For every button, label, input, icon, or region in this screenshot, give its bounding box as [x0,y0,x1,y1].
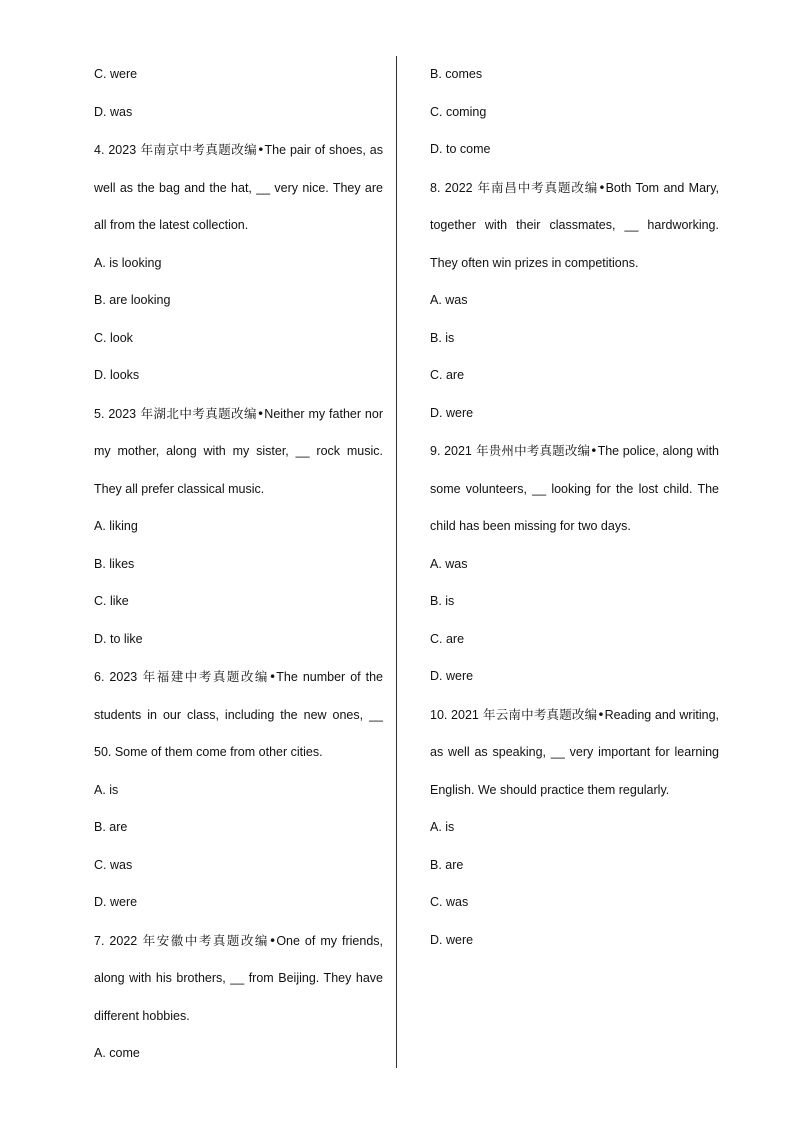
option-text: D. were [430,669,474,683]
option-text: D. were [94,895,138,909]
question-10 [430,696,719,810]
option-text: C. look [94,330,133,345]
option-text: A. is [430,820,455,834]
question-text: One of my friends, along with his brothers, __ from Beijing. They have different hobbies. [94,933,383,1023]
question-number: 8. 2022 [430,180,473,195]
question-text: The pair of shoes, as well as the bag and the hat, __ very nice. They are all from the latest collection. [94,143,383,232]
option-text: C. are [430,631,465,646]
question-source: 年南京中考真题改编• [140,142,265,157]
option-text: D. were [430,932,474,947]
option-text: A. liking [94,519,138,533]
question-6 [94,658,383,772]
question-source: 年湖北中考真题改编• [140,405,265,421]
question-number: 5. 2023 [94,406,137,421]
option-text: A. was [430,293,468,307]
left-column [94,56,383,1073]
option-text: B. are [94,820,128,834]
question-text: Neither my father nor my mother, along with my sister, __ rock music. They all prefer classical music. [94,406,383,496]
question-source: 年福建中考真题改编• [141,669,277,684]
question-source: 年安徽中考真题改编• [141,932,277,948]
option-text: C. was [94,857,133,872]
option-text: B. is [430,330,455,345]
option-text: B. is [430,594,455,608]
question-number: 9. 2021 [430,444,472,458]
option-text: B. comes [430,67,483,81]
option-text: C. coming [430,104,487,119]
option-text: D. looks [94,368,140,382]
question-source: 年云南中考真题改编• [482,706,605,722]
option-text: D. were [430,405,474,420]
option-text: A. come [94,1046,140,1060]
option-text: C. are [430,368,465,382]
option-text: B. are looking [94,293,171,307]
question-source: 年南昌中考真题改编• [476,179,606,195]
question-7 [94,922,383,1036]
option-text: A. is [94,782,119,797]
question-8 [430,169,719,283]
option-text: B. are [430,857,464,872]
option-text: C. were [94,67,138,81]
option-text: D. to come [430,142,491,156]
question-4 [94,131,383,245]
option-text: A. is looking [94,255,162,270]
option-text: B. likes [94,556,135,571]
question-text: Reading and writing, as well as speaking, __ very important for learning English. We should practice them regularly. [430,707,719,797]
column-divider [396,56,397,1068]
option-text: D. to like [94,631,143,646]
question-source: 年贵州中考真题改编• [475,443,598,458]
option-text: C. like [94,594,129,608]
question-number: 7. 2022 [94,933,138,948]
option-text: D. was [94,104,133,119]
question-text: The number of the students in our class, including the new ones, __ 50. Some of them come from other cities. [94,670,383,759]
question-number: 10. 2021 [430,707,479,722]
option-text: C. was [430,895,469,909]
question-9 [430,432,719,546]
question-number: 4. 2023 [94,143,137,157]
question-number: 6. 2023 [94,670,138,684]
right-column [430,56,719,959]
question-5 [94,395,383,509]
option-text: A. was [430,556,468,571]
question-text: Both Tom and Mary, together with their classmates, __ hardworking. They often win prizes in competitions. [430,180,719,270]
question-text: The police, along with some volunteers, __ looking for the lost child. The child has been missing for two days. [430,444,720,533]
